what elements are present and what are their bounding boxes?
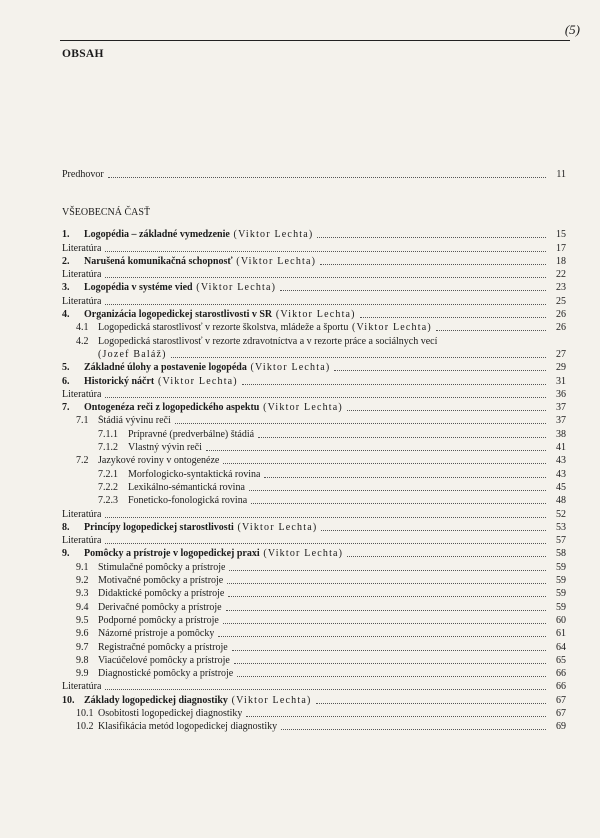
entry-title: Registračné pomôcky a prístroje <box>98 641 228 653</box>
entry-title-wrap <box>98 349 167 361</box>
entry-title: Ontogenéza reči z logopedického aspektu <box>84 402 260 414</box>
toc-entry <box>62 294 566 307</box>
entry-title-wrap <box>128 495 247 507</box>
toc-entry <box>62 374 566 387</box>
entry-author: (Viktor Lechta) <box>227 694 312 706</box>
entry-page: 37 <box>556 402 566 414</box>
dot-leader <box>227 583 546 584</box>
entry-title-wrap <box>84 362 330 374</box>
toc-entry <box>62 401 566 414</box>
entry-page: 31 <box>556 375 566 387</box>
entry-title: Klasifikácia metód logopedickej diagnostiky <box>98 721 278 733</box>
entry-title-wrap <box>84 256 316 268</box>
entry-title-wrap <box>98 336 437 348</box>
dot-leader <box>347 410 546 411</box>
toc-entry <box>62 534 566 547</box>
entry-page: 27 <box>556 348 566 360</box>
entry-title: Jazykové roviny v ontogenéze <box>98 455 220 467</box>
entry-author: (Viktor Lechta) <box>229 229 314 241</box>
dot-leader <box>280 290 546 291</box>
entry-title: Základné úlohy a postavenie logopéda <box>84 362 247 374</box>
entry-number: 9.1 <box>76 561 89 573</box>
entry-number: 10. <box>62 694 75 706</box>
entry-page: 59 <box>556 575 566 587</box>
entry-title: Literatúra <box>62 535 102 547</box>
entry-page: 17 <box>556 242 566 254</box>
entry-title-wrap <box>84 229 313 241</box>
dot-leader <box>237 676 546 677</box>
dot-leader <box>206 450 546 451</box>
entry-title: Diagnostické pomôcky a prístroje <box>98 668 234 680</box>
entry-title-wrap <box>62 296 101 308</box>
entry-page: 36 <box>556 388 566 400</box>
toc-entry <box>62 654 566 667</box>
dot-leader <box>234 663 546 664</box>
entry-title-wrap <box>98 708 242 720</box>
entry-page: 38 <box>556 428 566 440</box>
entry-number: 9.5 <box>76 614 89 626</box>
entry-author: (Viktor Lechta) <box>232 255 317 267</box>
entry-title-wrap <box>98 575 223 587</box>
entry-author: (Viktor Lechta) <box>233 521 318 533</box>
entry-page: 43 <box>556 468 566 480</box>
dot-leader <box>360 317 546 318</box>
entry-page: 58 <box>556 548 566 560</box>
entry-page: 59 <box>556 588 566 600</box>
entry-title: Didaktické pomôcky a prístroje <box>98 588 225 600</box>
toc-list <box>62 228 566 733</box>
entry-title-wrap <box>62 535 101 547</box>
entry-page: 48 <box>556 495 566 507</box>
entry-title-wrap <box>98 602 222 614</box>
dot-leader <box>251 503 546 504</box>
entry-number: 9.7 <box>76 641 89 653</box>
dot-leader <box>105 304 546 305</box>
toc-entry <box>62 241 566 254</box>
toc-entry <box>62 574 566 587</box>
entry-number: 9.9 <box>76 668 89 680</box>
entry-title: Viacúčelové pomôcky a prístroje <box>98 654 230 666</box>
dot-leader <box>264 477 546 478</box>
dot-leader <box>232 650 546 651</box>
entry-page: 64 <box>556 641 566 653</box>
toc-entry <box>62 627 566 640</box>
entry-number: 7.1.1 <box>98 428 118 440</box>
entry-title: Literatúra <box>62 508 102 520</box>
entry-title: Pomôcky a prístroje v logopedickej praxi <box>84 548 260 560</box>
entry-number: 10.1 <box>76 707 94 719</box>
entry-page: 67 <box>556 707 566 719</box>
dot-leader <box>249 490 546 491</box>
dot-leader <box>321 530 546 531</box>
preface-block <box>62 168 566 181</box>
toc-entry <box>62 281 566 294</box>
entry-title-wrap <box>98 628 214 640</box>
entry-number: 9.6 <box>76 628 89 640</box>
dot-leader <box>218 636 546 637</box>
toc-entry <box>62 720 566 733</box>
entry-title-wrap <box>84 309 356 321</box>
entry-title: Lexikálno-sémantická rovina <box>128 481 245 493</box>
entry-title: Logopédia – základné vymedzenie <box>84 229 230 241</box>
entry-title-wrap <box>84 548 343 560</box>
toc-entry <box>62 255 566 268</box>
dot-leader <box>226 610 546 611</box>
entry-number: 9.8 <box>76 654 89 666</box>
dot-leader <box>436 330 546 331</box>
toc-entry <box>62 348 566 361</box>
dot-leader <box>347 556 546 557</box>
toc-entry <box>62 321 566 334</box>
entry-number: 4. <box>62 309 70 321</box>
entry-number: 7.1 <box>76 415 89 427</box>
entry-title-wrap <box>98 615 219 627</box>
entry-author: (Viktor Lechta) <box>192 282 277 294</box>
entry-title: Logopedická starostlivosť v rezorte školstva, mládeže a športu <box>98 322 349 334</box>
entry-page: 52 <box>556 508 566 520</box>
entry-number: 4.2 <box>76 335 89 347</box>
toc-entry <box>62 494 566 507</box>
entry-title: Derivačné pomôcky a prístroje <box>98 601 222 613</box>
toc-entry <box>62 334 566 347</box>
toc-entry <box>62 587 566 600</box>
toc-entry <box>62 707 566 720</box>
entry-title: Narušená komunikačná schopnosť <box>84 255 233 267</box>
toc-entry <box>62 361 566 374</box>
entry-number: 4.1 <box>76 322 89 334</box>
toc-entry <box>62 388 566 401</box>
toc-entry <box>62 640 566 653</box>
entry-title-wrap <box>98 562 225 574</box>
toc-entry <box>62 680 566 693</box>
entry-number: 7.1.2 <box>98 442 118 454</box>
entry-title: Literatúra <box>62 242 102 254</box>
preface-page: 11 <box>556 169 566 181</box>
toc-entry <box>62 467 566 480</box>
entry-page: 43 <box>556 455 566 467</box>
entry-title: Literatúra <box>62 681 102 693</box>
dot-leader <box>105 397 546 398</box>
dot-leader <box>105 251 546 252</box>
toc-entry <box>62 427 566 440</box>
entry-title: Prípravné (predverbálne) štádiá <box>128 428 255 440</box>
entry-author: (Viktor Lechta) <box>272 309 356 321</box>
entry-page: 15 <box>556 229 566 241</box>
entry-title-wrap <box>128 469 260 481</box>
entry-page: 67 <box>556 694 566 706</box>
entry-page: 18 <box>556 255 566 267</box>
entry-title-wrap <box>98 642 228 654</box>
entry-number: 9.3 <box>76 588 89 600</box>
toc-entry <box>62 268 566 281</box>
entry-page: 60 <box>556 614 566 626</box>
entry-page: 59 <box>556 561 566 573</box>
entry-page: 65 <box>556 654 566 666</box>
entry-number: 3. <box>62 282 70 294</box>
entry-page: 26 <box>556 322 566 334</box>
dot-leader <box>258 437 546 438</box>
section-title: VŠEOBECNÁ ČASŤ <box>62 207 151 219</box>
entry-title: Motivačné pomôcky a prístroje <box>98 575 224 587</box>
entry-title-wrap <box>98 588 224 600</box>
entry-title-wrap <box>98 322 432 334</box>
entry-title: Morfologicko-syntaktická rovina <box>128 468 261 480</box>
entry-page: 25 <box>556 295 566 307</box>
dot-leader <box>171 357 546 358</box>
toc-entry <box>62 560 566 573</box>
entry-title: Logopédia v systéme vied <box>84 282 193 294</box>
entry-title: Logopedická starostlivosť v rezorte zdravotníctva a v rezorte práce a sociálnych vecí <box>98 335 438 347</box>
entry-number: 9.4 <box>76 601 89 613</box>
dot-leader <box>223 623 546 624</box>
dot-leader <box>317 237 546 238</box>
entry-page: 69 <box>556 721 566 733</box>
entry-number: 2. <box>62 255 70 267</box>
entry-number: 7.2.1 <box>98 468 118 480</box>
dot-leader <box>223 463 546 464</box>
toc-entry <box>62 507 566 520</box>
entry-number: 7.2.2 <box>98 481 118 493</box>
entry-title: Základy logopedickej diagnostiky <box>84 694 228 706</box>
entry-title-wrap <box>84 376 238 388</box>
dot-leader <box>334 370 546 371</box>
entry-title-wrap <box>62 243 101 255</box>
entry-title: Literatúra <box>62 388 102 400</box>
dot-leader <box>229 570 546 571</box>
dot-leader <box>242 384 546 385</box>
toc-entry <box>62 547 566 560</box>
toc-entry <box>62 693 566 706</box>
entry-title: Princípy logopedickej starostlivosti <box>84 521 234 533</box>
entry-number: 9. <box>62 548 70 560</box>
entry-title: Vlastný vývin reči <box>128 442 202 454</box>
entry-number: 7.2.3 <box>98 495 118 507</box>
top-rule <box>60 40 570 41</box>
entry-page: 66 <box>556 668 566 680</box>
entry-title: Názorné prístroje a pomôcky <box>98 628 215 640</box>
toc-entry <box>62 441 566 454</box>
entry-title-wrap <box>98 455 219 467</box>
entry-title: Literatúra <box>62 295 102 307</box>
dot-leader <box>105 689 546 690</box>
toc-entry <box>62 600 566 613</box>
toc-entry <box>62 414 566 427</box>
entry-page: 59 <box>556 601 566 613</box>
entry-title-wrap <box>62 269 101 281</box>
entry-title-wrap <box>128 442 202 454</box>
entry-title-wrap <box>98 415 171 427</box>
entry-page: 66 <box>556 681 566 693</box>
entry-author: (Viktor Lechta) <box>259 402 343 414</box>
dot-leader <box>246 716 546 717</box>
entry-author: (Jozef Baláž) <box>98 348 167 360</box>
entry-title-wrap <box>128 429 254 441</box>
entry-page: 41 <box>556 442 566 454</box>
entry-title: Stimulačné pomôcky a prístroje <box>98 561 226 573</box>
entry-author: (Viktor Lechta) <box>154 375 238 387</box>
entry-title: Organizácia logopedickej starostlivosti v SR <box>84 309 273 321</box>
entry-page: 26 <box>556 309 566 321</box>
entry-title-wrap <box>62 389 101 401</box>
entry-title-wrap <box>62 509 101 521</box>
toc-entry <box>62 521 566 534</box>
entry-title-wrap <box>84 695 312 707</box>
entry-title-wrap <box>84 522 317 534</box>
preface-title: Predhovor <box>62 169 104 181</box>
entry-page: 23 <box>556 282 566 294</box>
entry-page: 29 <box>556 362 566 374</box>
entry-page: 57 <box>556 535 566 547</box>
entry-title: Podporné pomôcky a prístroje <box>98 614 219 626</box>
dot-leader <box>175 423 546 424</box>
entry-title-wrap <box>98 668 233 680</box>
section-block <box>62 206 566 219</box>
entry-number: 7.2 <box>76 455 89 467</box>
entry-title: Historický náčrt <box>84 375 155 387</box>
entry-page: 45 <box>556 481 566 493</box>
dot-leader <box>228 596 546 597</box>
entry-number: 7. <box>62 402 70 414</box>
dot-leader <box>316 703 547 704</box>
toc-entry-preface <box>62 168 566 181</box>
entry-number: 10.2 <box>76 721 94 733</box>
entry-number: 5. <box>62 362 70 374</box>
entry-title: Literatúra <box>62 269 102 281</box>
dot-leader <box>281 729 546 730</box>
dot-leader <box>320 264 546 265</box>
entry-number: 1. <box>62 229 70 241</box>
entry-title-wrap <box>62 681 101 693</box>
entry-title: Foneticko-fonologická rovina <box>128 495 248 507</box>
entry-title: Štádiá vývinu reči <box>98 415 171 427</box>
entry-title-wrap <box>98 721 277 733</box>
entry-page: 37 <box>556 415 566 427</box>
entry-author: (Viktor Lechta) <box>348 322 432 334</box>
entry-title-wrap <box>84 402 343 414</box>
entry-page: 61 <box>556 628 566 640</box>
entry-number: 9.2 <box>76 575 89 587</box>
entry-author: (Viktor Lechta) <box>259 548 344 560</box>
entry-title-wrap <box>98 655 230 667</box>
dot-leader <box>105 543 546 544</box>
toc-entry <box>62 667 566 680</box>
dot-leader <box>108 177 546 178</box>
entry-page: 22 <box>556 269 566 281</box>
entry-number: 8. <box>62 521 70 533</box>
toc-entry <box>62 308 566 321</box>
entry-title: Osobitosti logopedickej diagnostiky <box>98 707 243 719</box>
toc-entry <box>62 454 566 467</box>
toc-entry <box>62 481 566 494</box>
entry-number: 6. <box>62 375 70 387</box>
entry-page: 53 <box>556 521 566 533</box>
dot-leader <box>105 277 546 278</box>
toc-entry <box>62 614 566 627</box>
page-number: (5) <box>564 22 580 37</box>
entry-title-wrap <box>128 482 245 494</box>
entry-author: (Viktor Lechta) <box>246 362 331 374</box>
contents-heading: OBSAH <box>62 48 104 60</box>
toc-entry <box>62 228 566 241</box>
dot-leader <box>105 517 546 518</box>
entry-title-wrap <box>84 282 276 294</box>
